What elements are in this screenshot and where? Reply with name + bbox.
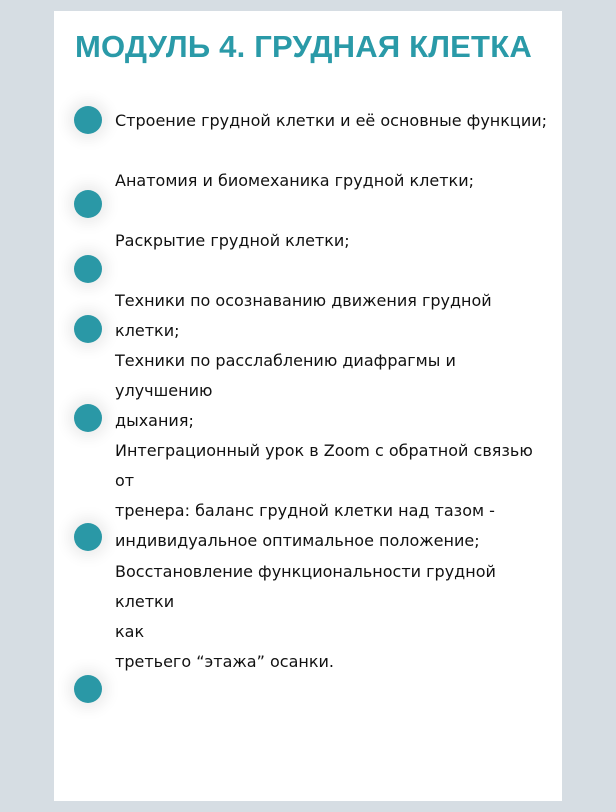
bullet-dot-3 bbox=[74, 255, 102, 283]
list-item-2: Анатомия и биомеханика грудной клетки; bbox=[115, 171, 474, 190]
list-item-3: Раскрытие грудной клетки; bbox=[115, 231, 350, 250]
list-item-1: Строение грудной клетки и её основные функции; bbox=[115, 111, 547, 130]
bullet-dot-5 bbox=[74, 404, 102, 432]
list-item-7: Восстановление функциональности грудной клетки как третьего “этажа” осанки. bbox=[115, 562, 496, 671]
bullet-dot-4 bbox=[74, 315, 102, 343]
list-item-4: Техники по осознаванию движения грудной клетки; bbox=[115, 291, 492, 340]
bullet-dot-6 bbox=[74, 523, 102, 551]
list-item-5: Техники по расслаблению диафрагмы и улучшению дыхания; bbox=[115, 351, 456, 430]
bullet-dot-7 bbox=[74, 675, 102, 703]
bullet-dot-1 bbox=[74, 106, 102, 134]
module-title: МОДУЛЬ 4. ГРУДНАЯ КЛЕТКА bbox=[75, 29, 532, 64]
module-card bbox=[54, 11, 562, 801]
bullet-dot-2 bbox=[74, 190, 102, 218]
list-item-6: Интеграционный урок в Zoom с обратной связью от тренера: баланс грудной клетки над тазом - индивидуальное оптимальное положение; bbox=[115, 441, 533, 550]
